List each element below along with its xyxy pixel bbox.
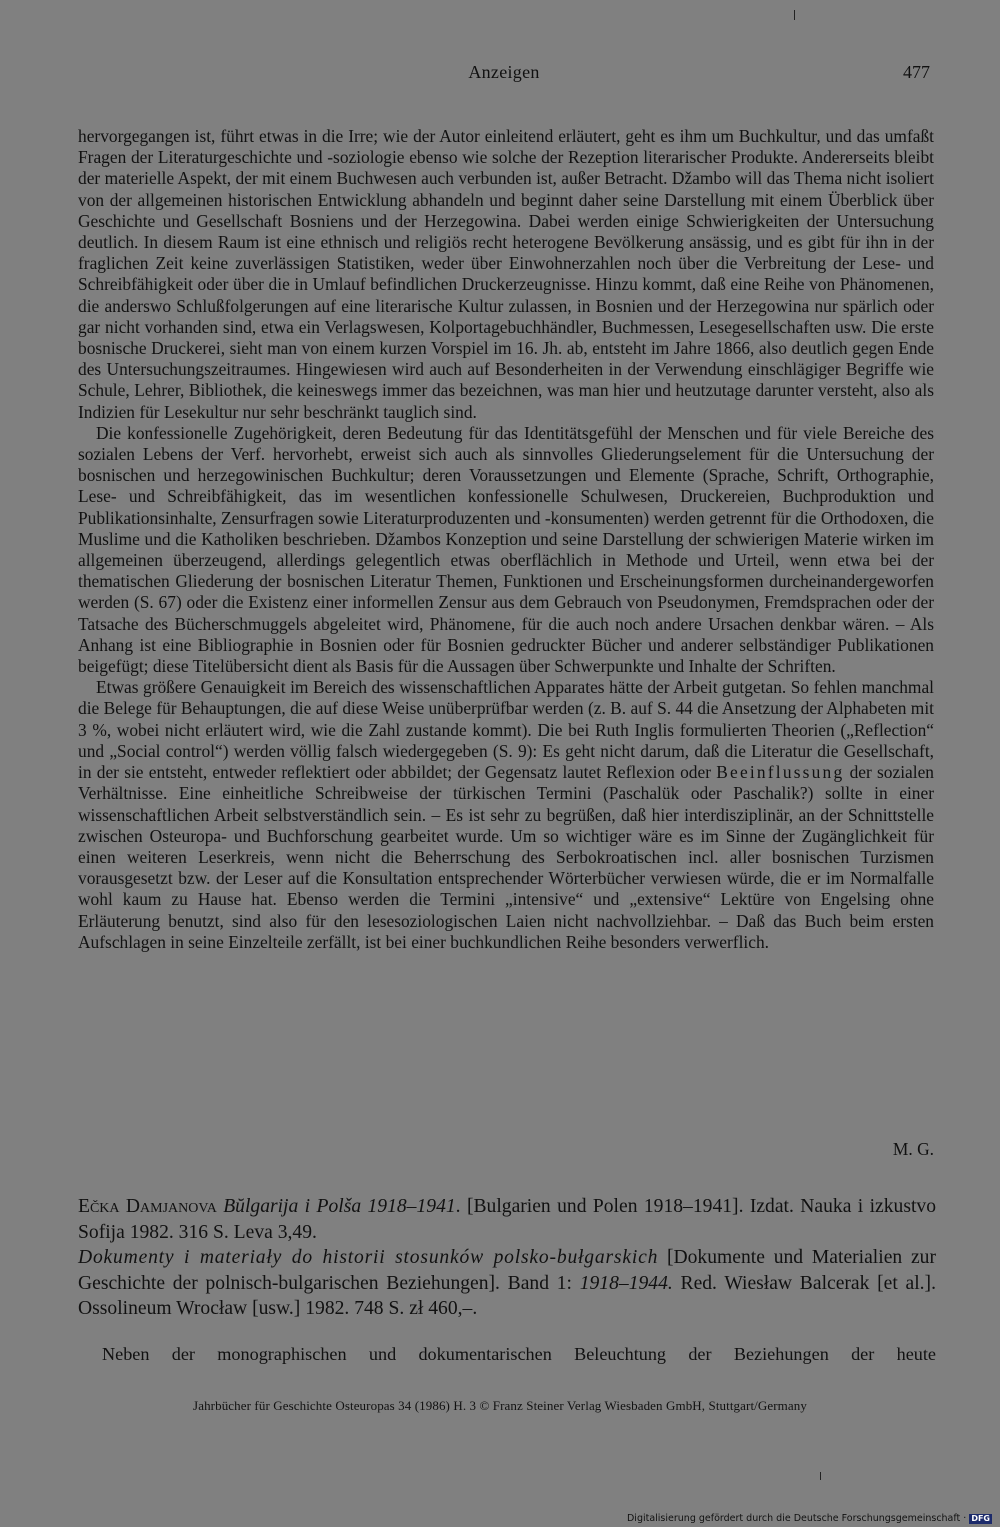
dfg-logo: DFG <box>971 1513 990 1523</box>
band-range: 1918–1944. <box>579 1272 673 1294</box>
reviewer-signature: M. G. <box>892 1139 934 1159</box>
book-2-details: [Dokumente und Materialien zur Geschichte der polnisch-bulgarischen Beziehungen]. Band 1: <box>78 1247 936 1294</box>
review-lead-line: Neben der monographischen und dokumentarischen Beleuchtung der Beziehungen der heute <box>102 1344 936 1364</box>
paragraph-3-part-a: Etwas größere Genauigkeit im Bereich des wissenschaftlichen Apparates hätte der Arbeit gutgetan. So fehlen manchmal die Belege für Behauptungen, die auf diese Weise unüberprüfbar werden (z. B. auf S. 44 die Ansetzung der Alphabeten mit 3 %, wobei nicht erläutert wird, wie die Zahl zustande kommt). Die bei Ruth Inglis formulierten Theorien („Reflection“ und „Social control“) werden völlig falsch wiedergegeben (S. 9): Es geht nicht darum, daß die Literatur die Gesellschaft, in der sie entsteht, entweder reflektiert oder abbildet; der Gegensatz lautet Reflexion oder <box>78 677 934 783</box>
scan-mark <box>794 10 795 20</box>
dfg-credit-text: Digitalisierung gefördert durch die Deutsche Forschungsgemeinschaft · <box>626 1513 967 1524</box>
author-name: Ečka Damjanova <box>78 1196 217 1217</box>
paragraph-1: hervorgegangen ist, führt etwas in die Irre; wie der Autor einleitend erläutert, geht es ihm um Buchkultur, und das umfaßt Fragen der Literaturgeschichte und -soziologie ebenso wie solche der Rezeption literarischer Produkte. Andererseits bleibt der materielle Aspekt, der mit einem Buchwesen auch verbunden ist, außer Betracht. Džambo will das Thema nicht isoliert von der allgemeinen historischen Entwicklung abhandeln und beginnt daher seine Darstellung mit einem Überblick über Geschichte und Gesellschaft Bosniens und der Herzegowina. Dabei werden einige Schwierigkeiten der Untersuchung deutlich. In diesem Raum ist eine ethnisch und religiös recht heterogene Bevölkerung ansässig, und es gibt für ihn in der fraglichen Zeit keine zuverlässigen Statistiken, weder über Einwohnerzahlen noch über die Verbreitung der Lese- und Schreibfähigkeit oder über die in Umlauf befindlichen Druckerzeugnisse. Hinzu kommt, daß eine Reihe von Phänomenen, die anderswo Schlußfolgerungen auf eine literarische Kultur zulassen, in Bosnien und der Herzegowina nur spärlich oder gar nicht vorhanden sind, etwa ein Verlagswesen, Kolportagebuchhändler, Buchmessen, Lesegesellschaften usw. Die erste bosnische Druckerei, sieht man von einem kurzen Vorspiel im 16. Jh. ab, entsteht im Jahre 1866, also deutlich gegen Ende des Untersuchungszeitraumes. Hingewiesen wird auch auf Besonderheiten in der Verwendung einschlägiger Begriffe wie Schule, Lehrer, Bibliothek, die keineswegs immer das bezeichnen, was man hier und heutzutage darunter versteht, also als Indizien für Lesekultur nur sehr beschränkt tauglich sind. <box>78 126 934 422</box>
paragraph-3-part-b: der sozialen Verhältnisse. Eine einheitliche Schreibweise der türkischen Termini (Paschalük oder Paschalik?) sollte in einer wissenschaftlichen Arbeit selbstverständlich sein. – Es ist sehr zu begrüßen, daß hier interdisziplinär, an der Schnittstelle zwischen Osteuropa- und Buchforschung gearbeitet wurde. Um so wichtiger wäre es im Sinne der Zugänglichkeit für einen weiteren Leserkreis, wenn nicht die Beherrschung des Serbokroatischen incl. aller bosnischen Turzismen vorausgesetzt bzw. der Leser auf die Konsultation entsprechender Wörterbücher verwiesen würde, die er im Normalfalle wohl kaum zu Hause hat. Ebenso werden die Termini „intensive“ und „extensive“ Lektüre von Engelsing ohne Erläuterung benutzt, sind also für den lesesoziologischen Laien nicht nachvollziehbar. – Daß das Buch beim ersten Aufschlagen in seine Einzelteile zerfällt, ist bei einer buchkundlichen Reihe besonders verwerflich. <box>78 762 934 952</box>
book-title-2: Dokumenty i materiały do historii stosunków polsko-bułgarskich <box>78 1247 659 1269</box>
paragraph-2: Die konfessionelle Zugehörigkeit, deren Bedeutung für das Identitätsgefühl der Menschen und für viele Bereiche des sozialen Lebens der Verf. hervorhebt, erweist sich auch als sinnvolles Gliederungselement für die Untersuchung der bosnischen und herzegowinischen Buchkultur; deren Voraussetzungen und Elemente (Sprache, Schrift, Orthographie, Lese- und Schreibfähigkeit, das im wesentlichen konfessionelle Schulwesen, Druckereien, Buchproduktion und Publikationsinhalte, Zensurfragen sowie Literaturproduzenten und -konsumenten) werden getrennt für die Orthodoxen, die Muslime und die Katholiken beschrieben. Džambos Konzeption und seine Darstellung der schwierigen Materie wirken im allgemeinen überzeugend, allerdings gelegentlich etwas oberflächlich in Methode und Urteil, wenn etwa bei der thematischen Gliederung der bosnischen Literatur Themen, Funktionen und Erscheinungsformen durcheinandergeworfen werden (S. 67) oder die Existenz einer informellen Zensur aus dem Gebrauch von Pseudonymen, Fremdsprachen oder der Tatsache des Bücherschmuggels abgeleitet wird, Phänomene, für die auch noch andere Ursachen denkbar wären. – Als Anhang ist eine Bibliographie in Bosnien oder für Bosnien gedruckter Bücher und anderer selbständiger Publikationen beigefügt; diese Titelübersicht dient als Basis für die Aussagen über Schwerpunkte und Inhalte der Schriften. <box>78 422 934 677</box>
book-2-publisher: Red. Wiesław Balcerak [et al.]. Ossolineum Wrocław [usw.] 1982. 748 S. zł 460,–. <box>78 1272 936 1320</box>
book-title-1: Bŭlgarija i Polša 1918–1941 <box>223 1196 456 1217</box>
emphasized-word: Beeinflussung <box>716 762 845 783</box>
bibliographic-entry <box>78 1194 936 1322</box>
page-number: 477 <box>903 62 930 82</box>
article-body <box>78 126 934 953</box>
review-heading <box>78 1194 936 1322</box>
dfg-credit <box>627 1513 992 1524</box>
paragraph-3 <box>78 677 934 953</box>
book-1-details: . [Bulgarien und Polen 1918–1941]. Izdat. Nauka i izkustvo Sofija 1982. 316 S. Leva 3,49. <box>78 1196 936 1243</box>
section-title: Anzeigen <box>468 62 540 82</box>
running-header <box>78 62 930 88</box>
scan-mark <box>820 1472 821 1480</box>
journal-citation: Jahrbücher für Geschichte Osteuropas 34 (1986) H. 3 © Franz Steiner Verlag Wiesbaden GmbH, Stuttgart/Germany <box>193 1398 807 1413</box>
